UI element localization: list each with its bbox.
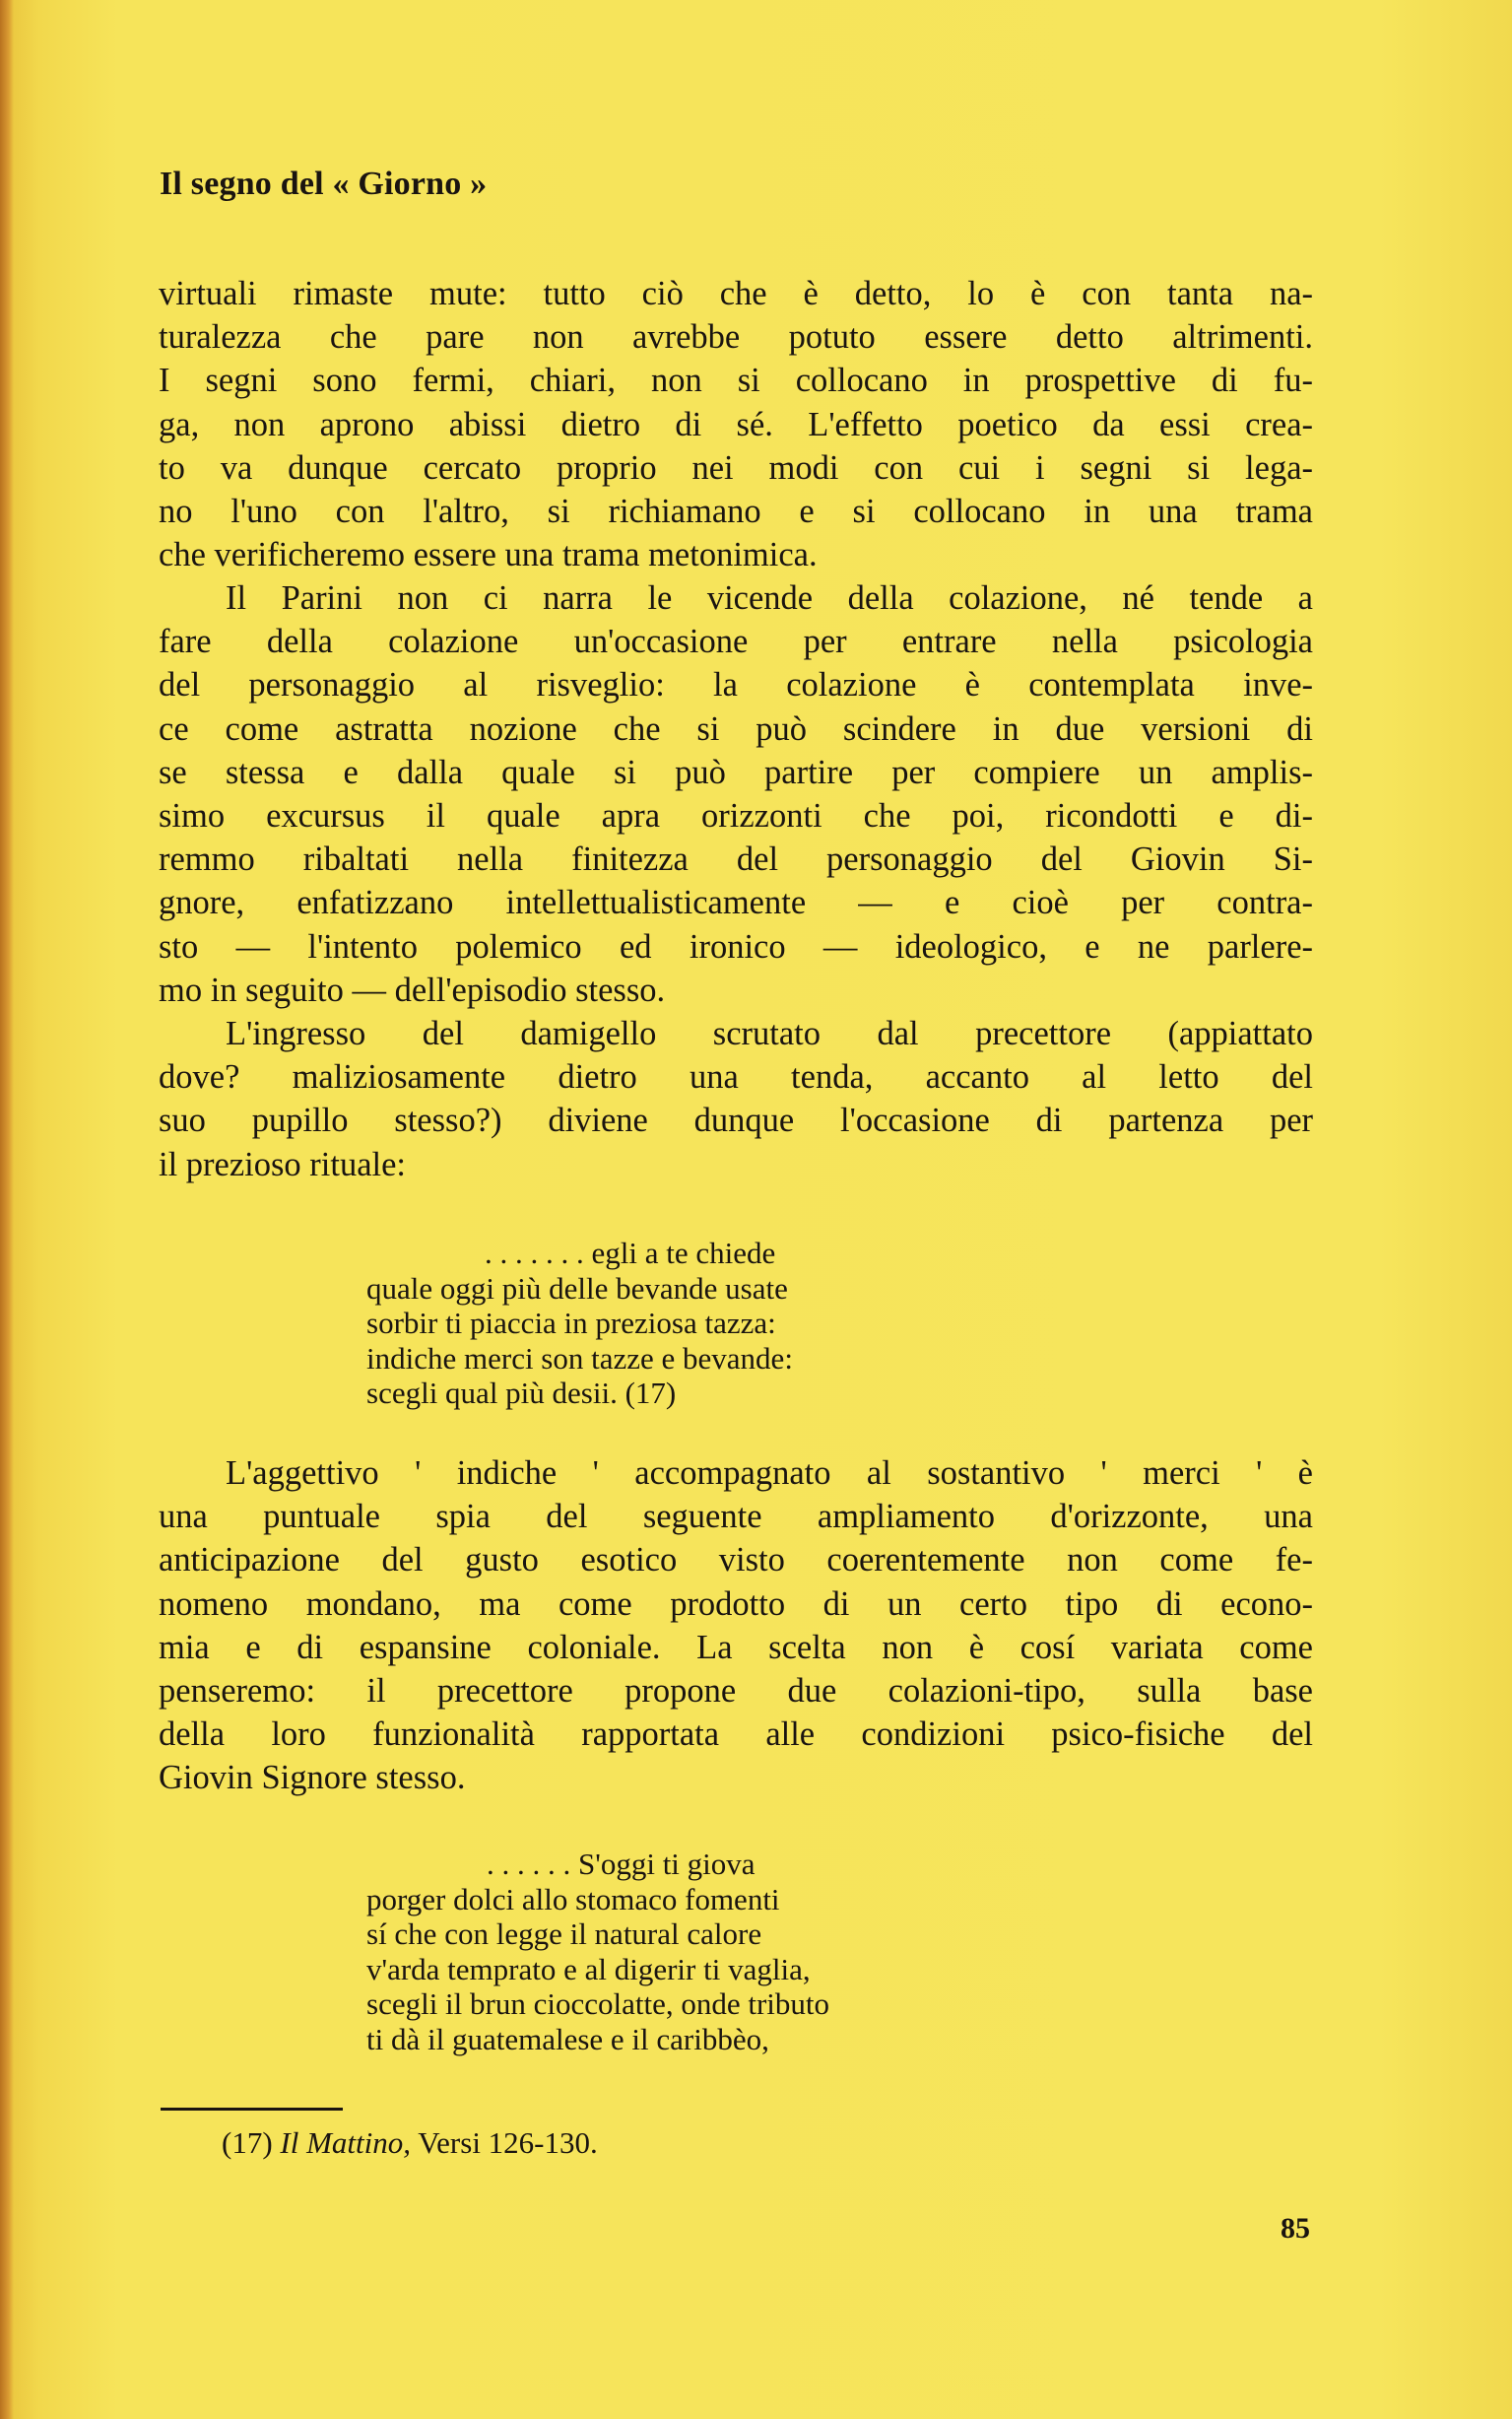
text-line: della loro funzionalità rapportata alle condizioni psico-fisiche del	[159, 1715, 1313, 1754]
text-line: se stessa e dalla quale si può partire per compiere un amplis-	[159, 753, 1313, 791]
text-line: L'aggettivo ' indiche ' accompagnato al sostantivo ' merci ' è	[226, 1454, 1313, 1492]
text-line: anticipazione del gusto esotico visto coerentemente non come fe-	[159, 1541, 1313, 1579]
page-edge	[0, 0, 14, 2419]
text-line: che verificheremo essere una trama metonimica.	[159, 536, 818, 574]
text-line: suo pupillo stesso?) diviene dunque l'occasione di partenza per	[159, 1102, 1313, 1140]
text-line: simo excursus il quale apra orizzonti che poi, ricondotti e di-	[159, 796, 1313, 835]
text-line: remmo ribaltati nella finitezza del personaggio del Giovin Si-	[159, 840, 1313, 879]
paragraph-4	[159, 1451, 1313, 1800]
footnote-divider	[161, 2108, 343, 2111]
footnote-work-title: Il Mattino,	[280, 2125, 412, 2160]
text-line: dove? maliziosamente dietro una tenda, accanto al letto del	[159, 1058, 1313, 1097]
text-line: sto — l'intento polemico ed ironico — ideologico, e ne parlere-	[159, 927, 1313, 966]
page-number: 85	[1281, 2212, 1310, 2245]
footnote-17	[222, 2125, 598, 2161]
text-line: virtuali rimaste mute: tutto ciò che è detto, lo è con tanta na-	[159, 275, 1313, 312]
running-head: Il segno del « Giorno »	[160, 166, 488, 202]
verse-line: quale oggi più delle bevande usate	[366, 1270, 788, 1306]
text-line: I segni sono fermi, chiari, non si collocano in prospettive di fu-	[159, 362, 1313, 400]
verse-line: v'arda temprato e al digerir ti vaglia,	[366, 1951, 811, 1986]
text-line: penseremo: il precettore propone due colazioni-tipo, sulla base	[159, 1671, 1313, 1710]
verse-quote-2	[366, 1847, 829, 2056]
verse-line: . . . . . . S'oggi ti giova	[487, 1847, 756, 1881]
text-line: mo in seguito — dell'episodio stesso.	[159, 971, 666, 1009]
text-line: una puntuale spia del seguente ampliamento d'orizzonte, una	[159, 1498, 1313, 1536]
verse-line: scegli il brun cioccolatte, onde tributo	[366, 1986, 830, 2021]
verse-quote-1	[366, 1236, 793, 1411]
footnote-number: (17)	[222, 2125, 273, 2160]
text-line: gnore, enfatizzano intellettualisticamente — e cioè per contra-	[159, 884, 1313, 922]
verse-line: ti dà il guatemalese e il caribbèo,	[366, 2021, 769, 2056]
text-line: to va dunque cercato proprio nei modi con cui i segni si lega-	[159, 448, 1313, 487]
text-line: il prezioso rituale:	[159, 1145, 407, 1183]
text-line: turalezza che pare non avrebbe potuto essere detto altrimenti.	[159, 318, 1313, 357]
verse-line: scegli qual più desii. (17)	[366, 1376, 677, 1410]
text-line: ce come astratta nozione che si può scindere in due versioni di	[159, 709, 1313, 748]
verse-line: sorbir ti piaccia in preziosa tazza:	[366, 1306, 776, 1340]
text-line: mia e di espansine coloniale. La scelta non è cosí variata come	[159, 1628, 1313, 1666]
text-line: Il Parini non ci narra le vicende della colazione, né tende a	[226, 579, 1313, 617]
verse-line: . . . . . . . egli a te chiede	[485, 1236, 776, 1270]
text-line: ga, non aprono abissi dietro di sé. L'effetto poetico da essi crea-	[159, 405, 1313, 443]
text-line: fare della colazione un'occasione per entrare nella psicologia	[159, 623, 1313, 661]
text-line: L'ingresso del damigello scrutato dal precettore (appiattato	[226, 1015, 1313, 1052]
verse-line: sí che con legge il natural calore	[366, 1916, 762, 1951]
text-line: no l'uno con l'altro, si richiamano e si collocano in una trama	[159, 492, 1313, 530]
text-line: nomeno mondano, ma come prodotto di un certo tipo di econo-	[159, 1584, 1313, 1623]
paragraph-2	[159, 576, 1313, 1012]
paragraph-1	[159, 272, 1313, 576]
footnote-reference: Versi 126-130.	[418, 2125, 598, 2160]
text-line: del personaggio al risveglio: la colazione è contemplata inve-	[159, 666, 1313, 705]
verse-line: indiche merci son tazze e bevande:	[366, 1340, 793, 1376]
text-line: Giovin Signore stesso.	[159, 1759, 466, 1797]
verse-line: porger dolci allo stomaco fomenti	[366, 1881, 780, 1916]
paragraph-3	[159, 1012, 1313, 1186]
